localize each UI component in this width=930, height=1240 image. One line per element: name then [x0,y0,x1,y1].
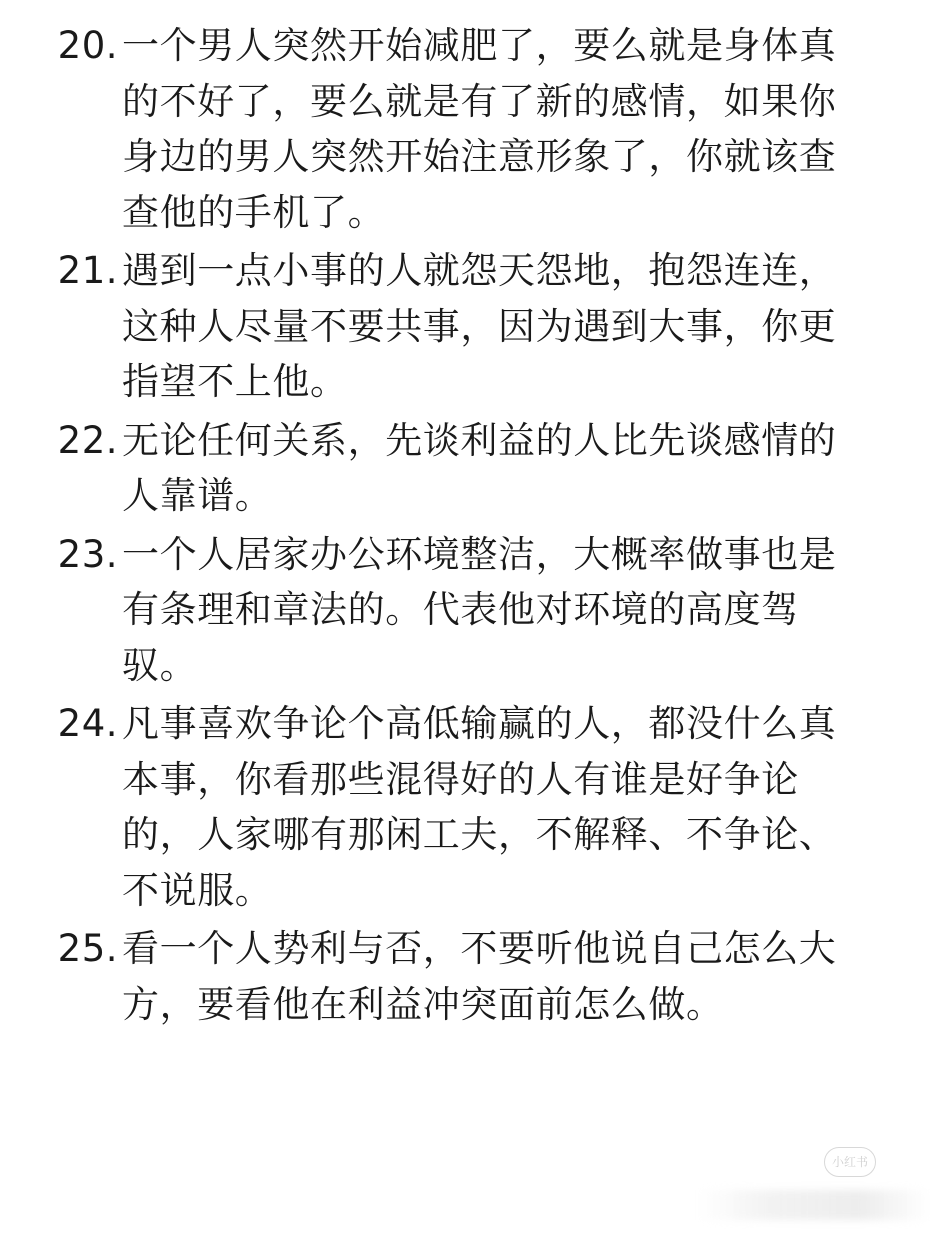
list-item-20 [0,18,930,240]
watermark-label: 小红书 [831,1155,868,1169]
item-text: 一个男人突然开始减肥了，要么就是身体真的不好了，要么就是有了新的感情，如果你身边的男人突然开始注意形象了，你就该查查他的手机了。 [122,24,837,234]
item-text: 一个人居家办公环境整洁，大概率做事也是有条理和章法的。代表他对环境的高度驾驭。 [122,532,837,687]
bottom-smudge [700,1190,930,1220]
item-number: 22. [57,418,118,462]
item-number: 23. [57,532,118,576]
watermark-badge-icon [824,1147,876,1177]
list-item-23 [0,527,930,694]
item-number: 20. [57,24,118,67]
list-item-21 [0,243,930,410]
item-number: 24. [57,702,118,745]
item-text: 遇到一点小事的人就怨天怨地，抱怨连连，这种人尽量不要共事，因为遇到大事，你更指望不上他。 [122,249,837,403]
article-body [0,18,930,1035]
item-number: 21. [57,249,118,292]
list-item-25 [0,921,930,1032]
item-text: 凡事喜欢争论个高低输赢的人，都没什么真本事，你看那些混得好的人有谁是好争论的，人家哪有那闲工夫，不解释、不争论、不说服。 [122,702,837,912]
item-text: 看一个人势利与否，不要听他说自己怎么大方，要看他在利益冲突面前怎么做。 [122,927,837,1026]
list-item-22 [0,413,930,524]
item-text: 无论任何关系，先谈利益的人比先谈感情的人靠谱。 [122,418,837,517]
item-number: 25. [57,927,118,970]
list-item-24 [0,696,930,918]
